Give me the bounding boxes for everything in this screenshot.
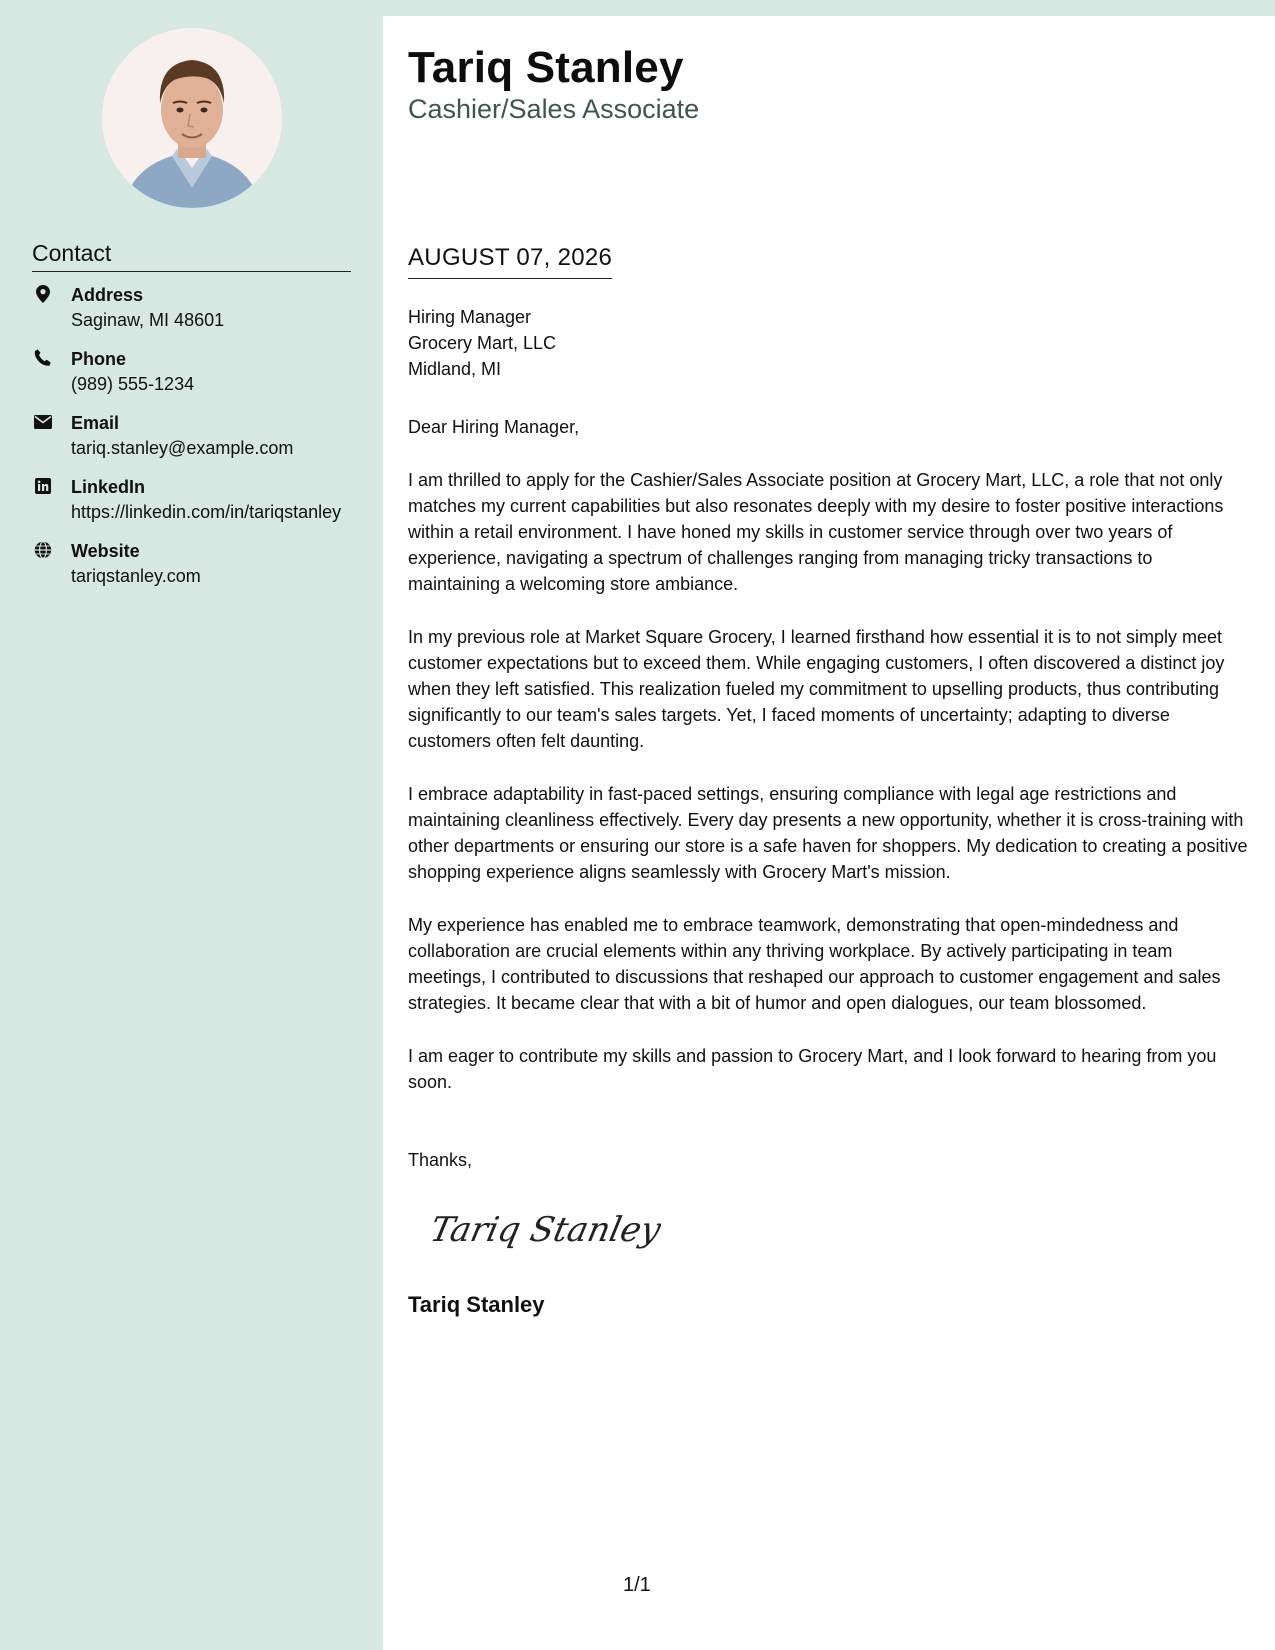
envelope-icon <box>34 413 52 431</box>
contact-address <box>32 283 362 333</box>
paragraph: I embrace adaptability in fast-paced settings, ensuring compliance with legal age restrictions and maintaining cleanliness effectively. Every day presents a new opportunity, whether it is cross-training with other departments or ensuring our store is a safe haven for shoppers. My dedication to creating a positive shopping experience aligns seamlessly with Grocery Mart's mission. <box>408 784 1248 882</box>
candidate-name: Tariq Stanley <box>408 43 684 92</box>
signature-text: Tariq Stanley <box>431 1210 661 1250</box>
linkedin-value[interactable]: https://linkedin.com/in/tariqstanley <box>71 502 342 522</box>
recipient-line: Midland, MI <box>408 359 502 379</box>
contact-list <box>32 283 362 603</box>
sidebar <box>0 0 383 1650</box>
contact-label: LinkedIn <box>71 477 146 497</box>
recipient-block <box>408 304 556 382</box>
contact-label: Phone <box>71 349 127 369</box>
phone-icon <box>34 349 52 367</box>
email-value[interactable]: tariq.stanley@example.com <box>71 438 294 458</box>
contact-label: Website <box>71 541 140 561</box>
avatar <box>102 28 282 208</box>
globe-icon <box>34 541 52 559</box>
map-pin-icon <box>34 285 52 303</box>
paragraph: I am thrilled to apply for the Cashier/Sales Associate position at Grocery Mart, LLC, a role that not only matches my current capabilities but also resonates deeply with my desire to foster positive interactions within a retail environment. I have honed my skills in customer service through over two years of experience, navigating a spectrum of challenges ranging from managing tricky transactions to maintaining a welcoming store ambiance. <box>408 470 1224 594</box>
paragraph: In my previous role at Market Square Grocery, I learned firsthand how essential it is to not simply meet customer expectations but to exceed them. While engaging customers, I often discovered a distinct joy when they left satisfied. This realization fueled my commitment to upselling products, thus contributing significantly to our team's sales targets. Yet, I faced moments of uncertainty; adapting to diverse customers often felt daunting. <box>408 627 1225 751</box>
contact-email <box>32 411 362 461</box>
job-title: Cashier/Sales Associate <box>408 94 700 124</box>
phone-value: (989) 555-1234 <box>71 374 195 394</box>
recipient-line: Grocery Mart, LLC <box>408 333 557 353</box>
profile-photo <box>102 28 282 208</box>
closing: Thanks, <box>408 1150 473 1170</box>
letter-date: AUGUST 07, 2026 <box>408 244 612 279</box>
letter-body <box>408 414 1248 1122</box>
signer-name: Tariq Stanley <box>408 1292 545 1317</box>
page-number: 1/1 <box>623 1574 651 1596</box>
contact-heading: Contact <box>32 239 351 272</box>
salutation: Dear Hiring Manager, <box>408 417 580 437</box>
website-value[interactable]: tariqstanley.com <box>71 566 201 586</box>
letter-main <box>383 16 1275 1650</box>
signature <box>431 1201 661 1266</box>
paragraph: I am eager to contribute my skills and passion to Grocery Mart, and I look forward to hearing from you soon. <box>408 1046 1217 1092</box>
contact-website <box>32 539 362 589</box>
signature-image <box>431 1201 661 1261</box>
paragraph: My experience has enabled me to embrace teamwork, demonstrating that open-mindedness and collaboration are crucial elements within any thriving workplace. By actively participating in team meetings, I contributed to discussions that reshaped our approach to customer engagement and sales strategies. It became clear that with a bit of humor and open dialogues, our team blossomed. <box>408 915 1221 1013</box>
contact-phone <box>32 347 362 397</box>
address-value: Saginaw, MI 48601 <box>71 310 225 330</box>
linkedin-icon <box>34 477 52 495</box>
recipient-line: Hiring Manager <box>408 307 532 327</box>
contact-label: Address <box>71 285 144 305</box>
contact-linkedin <box>32 475 362 525</box>
contact-label: Email <box>71 413 120 433</box>
